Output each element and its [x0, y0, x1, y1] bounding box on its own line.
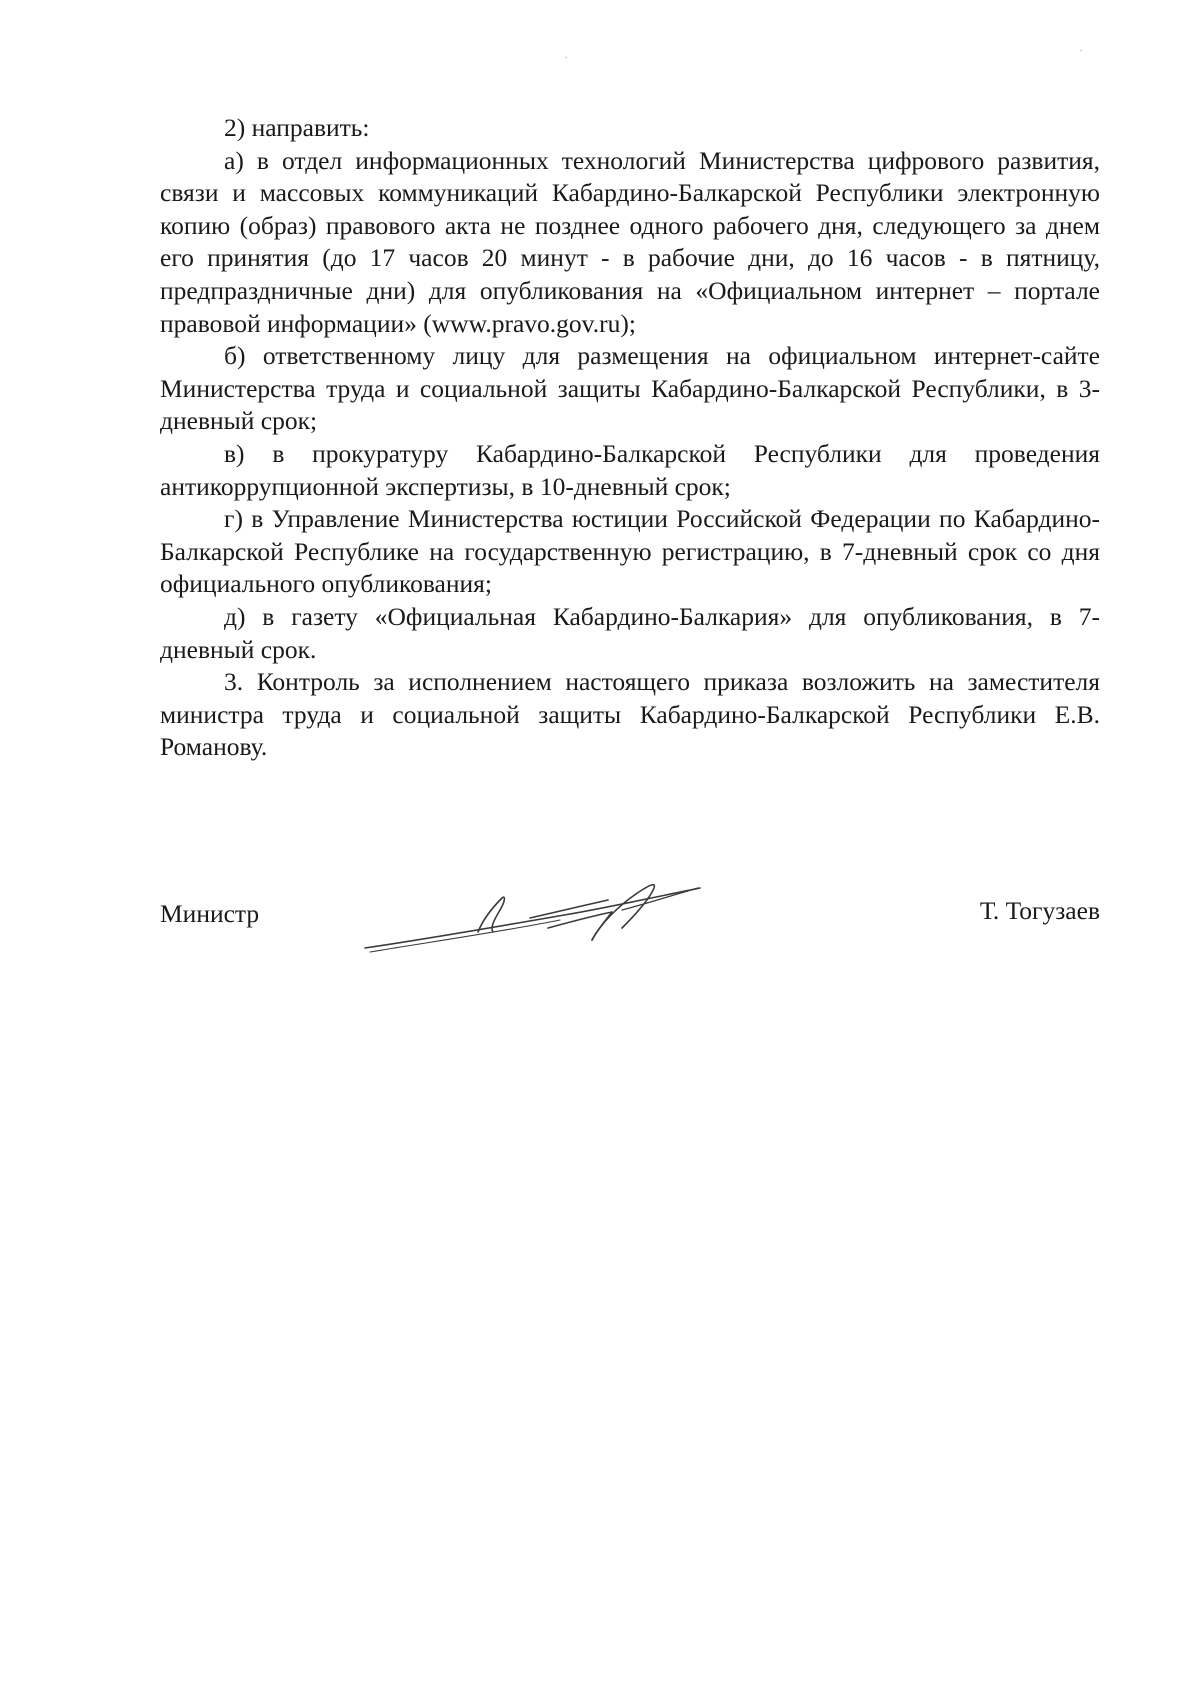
handwritten-signature — [360, 870, 720, 965]
paragraph-item-v: в) в прокуратуру Кабардино-Балкарской Республики для проведения антикоррупционной экспертизы, в 10-дневный срок; — [160, 438, 1100, 501]
document-body — [160, 112, 1100, 764]
paragraph-send-heading: 2) направить: — [224, 113, 370, 142]
paragraph-item-g: г) в Управление Министерства юстиции Российской Федерации по Кабардино-Балкарской Республике на государственную регистрацию, в 7-дневный срок со дня официального опубликования; — [160, 504, 1100, 599]
signature-block — [160, 880, 1100, 980]
paragraph-item-b: б) ответственному лицу для размещения на официальном интернет-сайте Министерства труда и социальной защиты Кабардино-Балкарской Республики, в 3-дневный срок; — [160, 341, 1100, 436]
paragraph-item-d: д) в газету «Официальная Кабардино-Балкария» для опубликования, в 7-дневный срок. — [160, 601, 1100, 664]
scan-speck — [565, 57, 567, 58]
signer-name: Т. Тогузаев — [979, 896, 1100, 925]
signer-title: Министр — [160, 899, 260, 928]
scan-speck — [1080, 50, 1082, 51]
paragraph-item-a: а) в отдел информационных технологий Министерства цифрового развития, связи и массовых коммуникаций Кабардино-Балкарской Республики электронную копию (образ) правового акта не позднее одного рабочего дня, следующего за днем его принятия (до 17 часов 20 минут - в рабочие дни, до 16 часов - в пятницу, предпраздничные дни) для опубликования на «Официальном интернет – портале правовой информации» (www.pravo.gov.ru); — [160, 145, 1100, 338]
paragraph-control: 3. Контроль за исполнением настоящего приказа возложить на заместителя министра труда и социальной защиты Кабардино-Балкарской Республики Е.В. Романову. — [160, 667, 1100, 762]
